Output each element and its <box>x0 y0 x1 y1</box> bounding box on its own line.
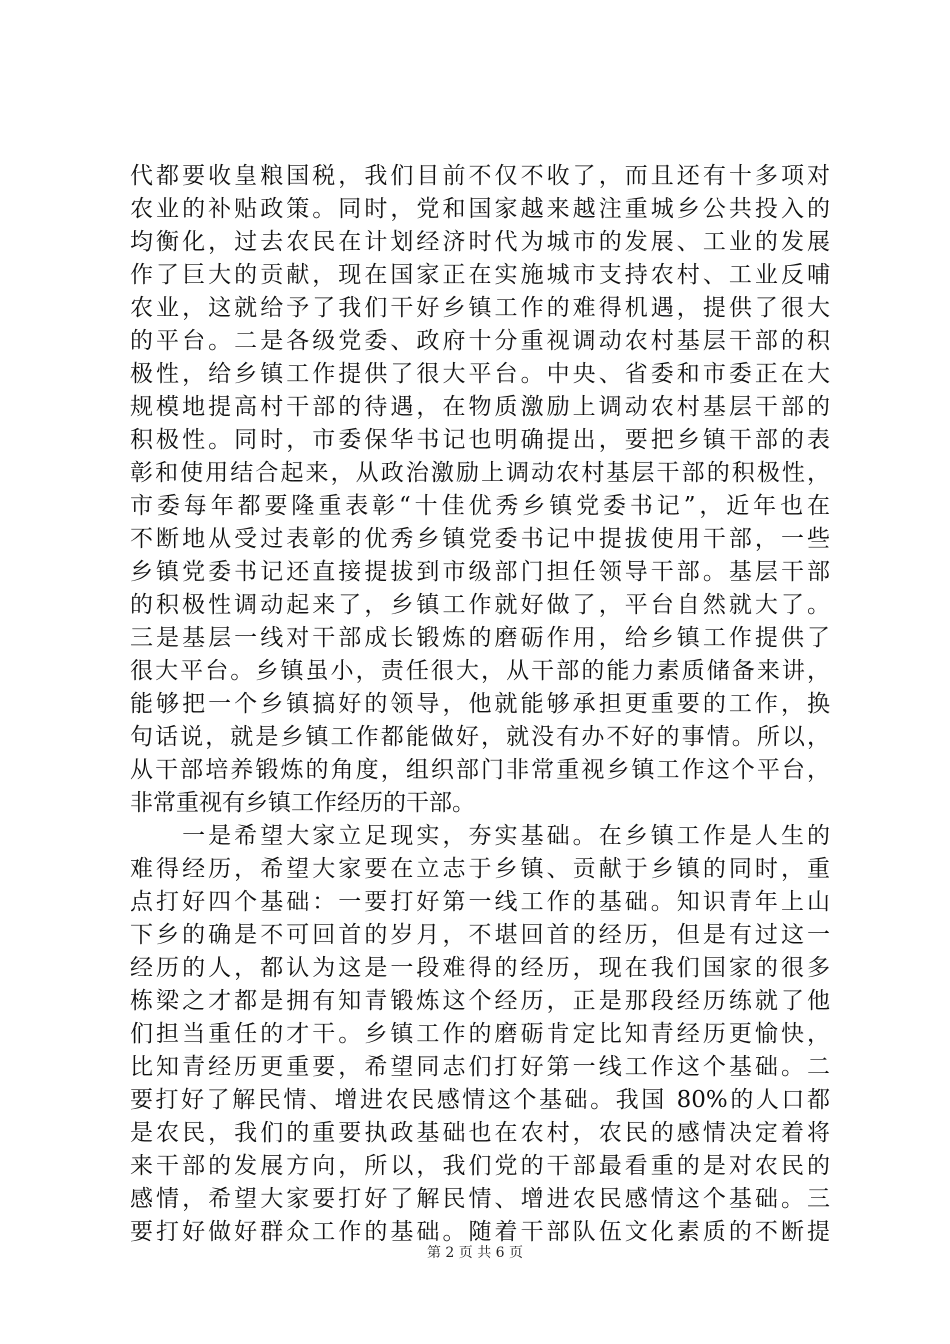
text-line: 点打好四个基础：一要打好第一线工作的基础。知识青年上山 <box>130 889 830 915</box>
text-line: 均衡化，过去农民在计划经济时代为城市的发展、工业的发展 <box>130 229 830 255</box>
text-line: 三是基层一线对干部成长锻炼的磨砺作用，给乡镇工作提供了 <box>130 625 830 651</box>
body-text <box>130 160 830 1249</box>
text-line: 感情，希望大家要打好了解民情、增进农民感情这个基础。三 <box>130 1186 830 1212</box>
page-footer <box>0 1243 950 1263</box>
text-line: 的积极性调动起来了，乡镇工作就好做了，平台自然就大了。 <box>130 592 830 618</box>
text-line: 比知青经历更重要，希望同志们打好第一线工作这个基础。二 <box>130 1054 830 1080</box>
text-line: 经历的人，都认为这是一段难得的经历，现在我们国家的很多 <box>130 955 830 981</box>
text-line: 要打好做好群众工作的基础。随着干部队伍文化素质的不断提 <box>130 1219 830 1245</box>
text-line: 们担当重任的才干。乡镇工作的磨砺肯定比知青经历更愉快， <box>130 1021 830 1047</box>
paragraph-1 <box>130 160 830 820</box>
text-line: 很大平台。乡镇虽小，责任很大，从干部的能力素质储备来讲， <box>130 658 830 684</box>
text-line: 不断地从受过表彰的优秀乡镇党委书记中提拔使用干部，一些 <box>130 526 830 552</box>
text-line: 栋梁之才都是拥有知青锻炼这个经历，正是那段经历练就了他 <box>130 988 830 1014</box>
text-line: 难得经历，希望大家要在立志于乡镇、贡献于乡镇的同时，重 <box>130 856 830 882</box>
text-line: 极性，给乡镇工作提供了很大平台。中央、省委和市委正在大 <box>130 361 830 387</box>
page-number-label: 第 2 页 共 6 页 <box>426 1245 524 1261</box>
text-line: 要打好了解民情、增进农民感情这个基础。我国 80%的人口都 <box>130 1087 830 1113</box>
text-line: 规模地提高村干部的待遇，在物质激励上调动农村基层干部的 <box>130 394 830 420</box>
paragraph-2 <box>130 820 830 1249</box>
text-line: 农业，这就给予了我们干好乡镇工作的难得机遇，提供了很大 <box>130 295 830 321</box>
text-line: 积极性。同时，市委保华书记也明确提出，要把乡镇干部的表 <box>130 427 830 453</box>
text-line: 能够把一个乡镇搞好的领导，他就能够承担更重要的工作，换 <box>130 691 830 717</box>
text-line: 从干部培养锻炼的角度，组织部门非常重视乡镇工作这个平台， <box>130 757 830 783</box>
text-line: 句话说，就是乡镇工作都能做好，就没有办不好的事情。所以， <box>130 724 830 750</box>
text-line: 代都要收皇粮国税，我们目前不仅不收了，而且还有十多项对 <box>130 163 830 189</box>
text-line: 作了巨大的贡献，现在国家正在实施城市支持农村、工业反哺 <box>130 262 830 288</box>
text-line: 是农民，我们的重要执政基础也在农村，农民的感情决定着将 <box>130 1120 830 1146</box>
text-line: 下乡的确是不可回首的岁月，不堪回首的经历，但是有过这一 <box>130 922 830 948</box>
text-line: 非常重视有乡镇工作经历的干部。 <box>130 790 475 816</box>
text-line: 的平台。二是各级党委、政府十分重视调动农村基层干部的积 <box>130 328 830 354</box>
text-line: 市委每年都要隆重表彰“十佳优秀乡镇党委书记”，近年也在 <box>130 493 830 519</box>
text-line: 彰和使用结合起来，从政治激励上调动农村基层干部的积极性， <box>130 460 830 486</box>
text-line: 农业的补贴政策。同时，党和国家越来越注重城乡公共投入的 <box>130 196 830 222</box>
text-line: 一是希望大家立足现实，夯实基础。在乡镇工作是人生的 <box>130 823 830 849</box>
text-line: 来干部的发展方向，所以，我们党的干部最看重的是对农民的 <box>130 1153 830 1179</box>
text-line: 乡镇党委书记还直接提拔到市级部门担任领导干部。基层干部 <box>130 559 830 585</box>
